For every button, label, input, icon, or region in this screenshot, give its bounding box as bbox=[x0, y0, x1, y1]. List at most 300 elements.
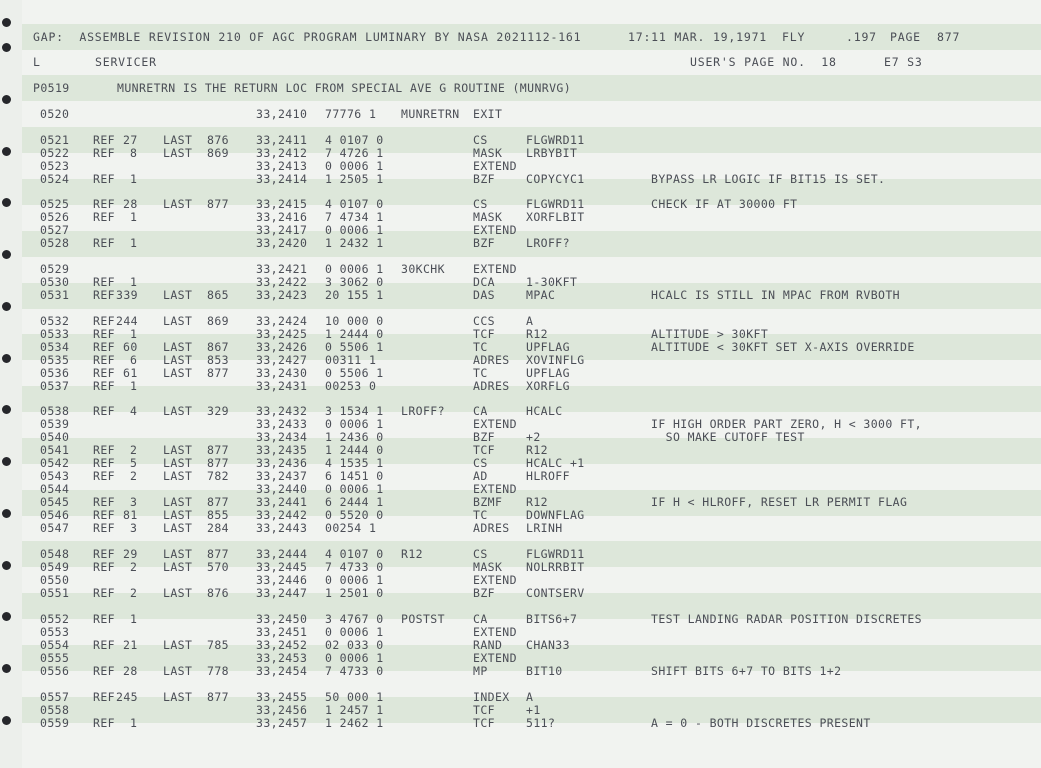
operand: UPFLAG bbox=[526, 366, 570, 380]
opcode: EXTEND bbox=[473, 625, 517, 639]
last-page: 284 bbox=[207, 521, 229, 535]
header-time: 17:11 MAR. 19,1971 bbox=[628, 30, 768, 44]
line-number: 0541 bbox=[40, 443, 70, 457]
line-comment: SO MAKE CUTOFF TEST bbox=[651, 430, 805, 444]
ref-tag: REF bbox=[93, 586, 115, 600]
listing-row bbox=[0, 444, 1041, 457]
header-page-number: 877 bbox=[937, 30, 961, 44]
address: 33,2445 bbox=[256, 560, 308, 574]
opcode: EXTEND bbox=[473, 417, 517, 431]
line-number: 0543 bbox=[40, 469, 70, 483]
operand: R12 bbox=[526, 327, 548, 341]
ref-count: 339 bbox=[116, 288, 138, 302]
address: 33,2415 bbox=[256, 197, 308, 211]
operand: 1-30KFT bbox=[526, 275, 578, 289]
line-number: 0542 bbox=[40, 456, 70, 470]
comment-line-id: P0519 bbox=[33, 81, 70, 95]
symbol-label: POSTST bbox=[401, 612, 445, 626]
operand: XOVINFLG bbox=[526, 353, 585, 367]
listing-row bbox=[0, 289, 1041, 302]
octal-code: 3 4767 0 bbox=[325, 612, 384, 626]
operand: FLGWRD11 bbox=[526, 133, 585, 147]
last-page: 785 bbox=[207, 638, 229, 652]
ref-tag: REF bbox=[93, 146, 115, 160]
operand: BIT10 bbox=[526, 664, 563, 678]
last-tag: LAST bbox=[163, 288, 193, 302]
line-number: 0533 bbox=[40, 327, 70, 341]
opcode: ADRES bbox=[473, 353, 510, 367]
address: 33,2424 bbox=[256, 314, 308, 328]
octal-code: 20 155 1 bbox=[325, 288, 384, 302]
address: 33,2456 bbox=[256, 703, 308, 717]
operand: UPFLAG bbox=[526, 340, 570, 354]
operand: +1 bbox=[526, 703, 541, 717]
operand: A bbox=[526, 690, 534, 704]
last-tag: LAST bbox=[163, 560, 193, 574]
ref-count: 4 bbox=[130, 404, 138, 418]
opcode: EXTEND bbox=[473, 262, 517, 276]
opcode: CS bbox=[473, 456, 488, 470]
opcode: ADRES bbox=[473, 521, 510, 535]
ref-tag: REF bbox=[93, 612, 115, 626]
listing-row bbox=[0, 665, 1041, 678]
header-page-label: PAGE bbox=[890, 30, 921, 44]
ref-count: 1 bbox=[130, 236, 138, 250]
address: 33,2442 bbox=[256, 508, 308, 522]
last-tag: LAST bbox=[163, 638, 193, 652]
octal-code: 0 5506 1 bbox=[325, 366, 384, 380]
line-comment: IF HIGH ORDER PART ZERO, H < 3000 FT, bbox=[651, 417, 922, 431]
subheader-section: SERVICER bbox=[95, 55, 157, 69]
address: 33,2435 bbox=[256, 443, 308, 457]
operand: R12 bbox=[526, 495, 548, 509]
ref-tag: REF bbox=[93, 314, 115, 328]
octal-code: 4 0107 0 bbox=[325, 133, 384, 147]
opcode: AD bbox=[473, 469, 488, 483]
last-page: 877 bbox=[207, 443, 229, 457]
octal-code: 0 0006 1 bbox=[325, 625, 384, 639]
listing-row bbox=[0, 548, 1041, 561]
address: 33,2421 bbox=[256, 262, 308, 276]
ref-tag: REF bbox=[93, 690, 115, 704]
ref-count: 1 bbox=[130, 379, 138, 393]
last-page: 877 bbox=[207, 495, 229, 509]
feed-hole bbox=[2, 18, 11, 27]
last-page: 865 bbox=[207, 288, 229, 302]
opcode: TCF bbox=[473, 703, 495, 717]
listing-row bbox=[0, 496, 1041, 509]
octal-code: 6 2444 1 bbox=[325, 495, 384, 509]
ref-count: 29 bbox=[123, 547, 138, 561]
operand: LRINH bbox=[526, 521, 563, 535]
operand: BITS6+7 bbox=[526, 612, 578, 626]
listing-row bbox=[0, 691, 1041, 704]
opcode: CCS bbox=[473, 314, 495, 328]
ref-count: 81 bbox=[123, 508, 138, 522]
listing-row bbox=[0, 367, 1041, 380]
operand: DOWNFLAG bbox=[526, 508, 585, 522]
octal-code: 00253 0 bbox=[325, 379, 377, 393]
opcode: DCA bbox=[473, 275, 495, 289]
line-number: 0546 bbox=[40, 508, 70, 522]
opcode: INDEX bbox=[473, 690, 510, 704]
octal-code: 0 0006 1 bbox=[325, 223, 384, 237]
line-comment: CHECK IF AT 30000 FT bbox=[651, 197, 798, 211]
address: 33,2450 bbox=[256, 612, 308, 626]
last-page: 853 bbox=[207, 353, 229, 367]
ref-tag: REF bbox=[93, 443, 115, 457]
line-number: 0540 bbox=[40, 430, 70, 444]
listing-row bbox=[0, 626, 1041, 639]
last-page: 877 bbox=[207, 456, 229, 470]
address: 33,2410 bbox=[256, 107, 308, 121]
opcode: EXTEND bbox=[473, 159, 517, 173]
octal-code: 4 0107 0 bbox=[325, 197, 384, 211]
octal-code: 02 033 0 bbox=[325, 638, 384, 652]
address: 33,2416 bbox=[256, 210, 308, 224]
octal-code: 0 0006 1 bbox=[325, 651, 384, 665]
ref-count: 28 bbox=[123, 664, 138, 678]
opcode: EXIT bbox=[473, 107, 503, 121]
listing-row bbox=[0, 315, 1041, 328]
operand: XORFLBIT bbox=[526, 210, 585, 224]
address: 33,2432 bbox=[256, 404, 308, 418]
ref-count: 6 bbox=[130, 353, 138, 367]
ref-count: 1 bbox=[130, 327, 138, 341]
ref-tag: REF bbox=[93, 508, 115, 522]
opcode: CA bbox=[473, 404, 488, 418]
listing-row bbox=[0, 354, 1041, 367]
ref-count: 3 bbox=[130, 521, 138, 535]
opcode: BZF bbox=[473, 586, 495, 600]
opcode: TC bbox=[473, 366, 488, 380]
ref-tag: REF bbox=[93, 456, 115, 470]
last-page: 570 bbox=[207, 560, 229, 574]
ref-count: 60 bbox=[123, 340, 138, 354]
subheader-l: L bbox=[33, 55, 41, 69]
octal-code: 7 4726 1 bbox=[325, 146, 384, 160]
octal-code: 50 000 1 bbox=[325, 690, 384, 704]
line-comment: BYPASS LR LOGIC IF BIT15 IS SET. bbox=[651, 172, 886, 186]
last-page: 877 bbox=[207, 197, 229, 211]
address: 33,2411 bbox=[256, 133, 308, 147]
ref-tag: REF bbox=[93, 288, 115, 302]
octal-code: 4 1535 1 bbox=[325, 456, 384, 470]
ref-count: 1 bbox=[130, 172, 138, 186]
line-number: 0535 bbox=[40, 353, 70, 367]
last-tag: LAST bbox=[163, 547, 193, 561]
line-number: 0559 bbox=[40, 716, 70, 730]
address: 33,2430 bbox=[256, 366, 308, 380]
last-tag: LAST bbox=[163, 495, 193, 509]
octal-code: 3 3062 0 bbox=[325, 275, 384, 289]
octal-code: 0 0006 1 bbox=[325, 417, 384, 431]
octal-code: 77776 1 bbox=[325, 107, 377, 121]
ref-tag: REF bbox=[93, 547, 115, 561]
ref-tag: REF bbox=[93, 340, 115, 354]
symbol-label: LROFF? bbox=[401, 404, 445, 418]
symbol-label: MUNRETRN bbox=[401, 107, 460, 121]
ref-count: 244 bbox=[116, 314, 138, 328]
octal-code: 1 2505 1 bbox=[325, 172, 384, 186]
line-number: 0556 bbox=[40, 664, 70, 678]
octal-code: 0 5506 1 bbox=[325, 340, 384, 354]
line-number: 0544 bbox=[40, 482, 70, 496]
operand: NOLRRBIT bbox=[526, 560, 585, 574]
ref-tag: REF bbox=[93, 521, 115, 535]
line-number: 0557 bbox=[40, 690, 70, 704]
opcode: CS bbox=[473, 133, 488, 147]
address: 33,2412 bbox=[256, 146, 308, 160]
last-page: 877 bbox=[207, 547, 229, 561]
line-number: 0524 bbox=[40, 172, 70, 186]
header-title: GAP: ASSEMBLE REVISION 210 OF AGC PROGRAM LUMINARY BY NASA 2021112-161 bbox=[33, 30, 582, 44]
ref-tag: REF bbox=[93, 366, 115, 380]
comment-line-text: MUNRETRN IS THE RETURN LOC FROM SPECIAL AVE G ROUTINE (MUNRVG) bbox=[117, 81, 572, 95]
line-number: 0555 bbox=[40, 651, 70, 665]
ref-tag: REF bbox=[93, 664, 115, 678]
listing-row bbox=[0, 173, 1041, 186]
octal-code: 4 0107 0 bbox=[325, 547, 384, 561]
octal-code: 1 2444 0 bbox=[325, 327, 384, 341]
octal-code: 00311 1 bbox=[325, 353, 377, 367]
address: 33,2434 bbox=[256, 430, 308, 444]
listing-row bbox=[0, 418, 1041, 431]
operand: FLGWRD11 bbox=[526, 197, 585, 211]
address: 33,2426 bbox=[256, 340, 308, 354]
last-tag: LAST bbox=[163, 146, 193, 160]
last-page: 329 bbox=[207, 404, 229, 418]
last-page: 869 bbox=[207, 314, 229, 328]
comment-line bbox=[0, 82, 1041, 95]
line-number: 0558 bbox=[40, 703, 70, 717]
operand: LRBYBIT bbox=[526, 146, 578, 160]
address: 33,2443 bbox=[256, 521, 308, 535]
ref-count: 3 bbox=[130, 495, 138, 509]
address: 33,2413 bbox=[256, 159, 308, 173]
address: 33,2454 bbox=[256, 664, 308, 678]
line-comment: IF H < HLROFF, RESET LR PERMIT FLAG bbox=[651, 495, 908, 509]
octal-code: 7 4733 0 bbox=[325, 560, 384, 574]
opcode: BZMF bbox=[473, 495, 503, 509]
listing-row bbox=[0, 147, 1041, 160]
ref-tag: REF bbox=[93, 716, 115, 730]
octal-code: 0 0006 1 bbox=[325, 159, 384, 173]
last-tag: LAST bbox=[163, 353, 193, 367]
listing-row bbox=[0, 509, 1041, 522]
subheader-code: E7 S3 bbox=[884, 55, 923, 69]
listing-row bbox=[0, 652, 1041, 665]
opcode: CS bbox=[473, 197, 488, 211]
symbol-label: R12 bbox=[401, 547, 423, 561]
listing-row bbox=[0, 341, 1041, 354]
ref-count: 8 bbox=[130, 146, 138, 160]
address: 33,2427 bbox=[256, 353, 308, 367]
octal-code: 00254 1 bbox=[325, 521, 377, 535]
last-tag: LAST bbox=[163, 469, 193, 483]
line-number: 0534 bbox=[40, 340, 70, 354]
line-number: 0526 bbox=[40, 210, 70, 224]
feed-hole bbox=[2, 250, 11, 259]
octal-code: 1 2444 0 bbox=[325, 443, 384, 457]
ref-tag: REF bbox=[93, 353, 115, 367]
opcode: TCF bbox=[473, 327, 495, 341]
operand: LROFF? bbox=[526, 236, 570, 250]
opcode: ADRES bbox=[473, 379, 510, 393]
operand: HCALC bbox=[526, 404, 563, 418]
octal-code: 7 4734 1 bbox=[325, 210, 384, 224]
ref-count: 1 bbox=[130, 716, 138, 730]
line-number: 0549 bbox=[40, 560, 70, 574]
octal-code: 1 2436 0 bbox=[325, 430, 384, 444]
address: 33,2433 bbox=[256, 417, 308, 431]
opcode: TC bbox=[473, 340, 488, 354]
opcode: MASK bbox=[473, 560, 503, 574]
last-tag: LAST bbox=[163, 366, 193, 380]
ref-count: 2 bbox=[130, 469, 138, 483]
ref-count: 27 bbox=[123, 133, 138, 147]
line-number: 0530 bbox=[40, 275, 70, 289]
address: 33,2440 bbox=[256, 482, 308, 496]
opcode: BZF bbox=[473, 172, 495, 186]
opcode: EXTEND bbox=[473, 223, 517, 237]
listing-row bbox=[0, 237, 1041, 250]
line-number: 0532 bbox=[40, 314, 70, 328]
operand: MPAC bbox=[526, 288, 556, 302]
line-number: 0548 bbox=[40, 547, 70, 561]
address: 33,2431 bbox=[256, 379, 308, 393]
ref-tag: REF bbox=[93, 172, 115, 186]
last-tag: LAST bbox=[163, 404, 193, 418]
listing-subheader bbox=[0, 56, 1041, 69]
octal-code: 10 000 0 bbox=[325, 314, 384, 328]
listing-row bbox=[0, 211, 1041, 224]
operand: +2 bbox=[526, 430, 541, 444]
subheader-users-page: USER'S PAGE NO. 18 bbox=[690, 55, 837, 69]
ref-count: 28 bbox=[123, 197, 138, 211]
line-number: 0529 bbox=[40, 262, 70, 276]
octal-code: 7 4733 0 bbox=[325, 664, 384, 678]
ref-tag: REF bbox=[93, 560, 115, 574]
header-fly: FLY bbox=[782, 30, 806, 44]
listing-row bbox=[0, 134, 1041, 147]
address: 33,2417 bbox=[256, 223, 308, 237]
octal-code: 0 5520 0 bbox=[325, 508, 384, 522]
ref-tag: REF bbox=[93, 327, 115, 341]
ref-tag: REF bbox=[93, 236, 115, 250]
address: 33,2437 bbox=[256, 469, 308, 483]
line-number: 0527 bbox=[40, 223, 70, 237]
opcode: BZF bbox=[473, 430, 495, 444]
operand: R12 bbox=[526, 443, 548, 457]
line-number: 0531 bbox=[40, 288, 70, 302]
listing-row bbox=[0, 587, 1041, 600]
listing-row bbox=[0, 574, 1041, 587]
symbol-label: 30KCHK bbox=[401, 262, 445, 276]
listing-row bbox=[0, 613, 1041, 626]
line-comment: ALTITUDE > 30KFT bbox=[651, 327, 769, 341]
last-tag: LAST bbox=[163, 443, 193, 457]
address: 33,2455 bbox=[256, 690, 308, 704]
operand: CHAN33 bbox=[526, 638, 570, 652]
operand: XORFLG bbox=[526, 379, 570, 393]
listing-row bbox=[0, 561, 1041, 574]
opcode: MASK bbox=[473, 146, 503, 160]
opcode: EXTEND bbox=[473, 482, 517, 496]
operand: HLROFF bbox=[526, 469, 570, 483]
line-number: 0520 bbox=[40, 107, 70, 121]
address: 33,2425 bbox=[256, 327, 308, 341]
listing-row bbox=[0, 108, 1041, 121]
last-tag: LAST bbox=[163, 314, 193, 328]
ref-tag: REF bbox=[93, 275, 115, 289]
opcode: MP bbox=[473, 664, 488, 678]
ref-count: 1 bbox=[130, 275, 138, 289]
octal-code: 0 0006 1 bbox=[325, 573, 384, 587]
line-number: 0537 bbox=[40, 379, 70, 393]
last-tag: LAST bbox=[163, 586, 193, 600]
opcode: TCF bbox=[473, 716, 495, 730]
listing-row bbox=[0, 457, 1041, 470]
ref-count: 5 bbox=[130, 456, 138, 470]
opcode: CS bbox=[473, 547, 488, 561]
ref-count: 2 bbox=[130, 586, 138, 600]
last-tag: LAST bbox=[163, 690, 193, 704]
last-tag: LAST bbox=[163, 508, 193, 522]
operand: CONTSERV bbox=[526, 586, 585, 600]
line-number: 0545 bbox=[40, 495, 70, 509]
last-page: 877 bbox=[207, 690, 229, 704]
listing-row bbox=[0, 263, 1041, 276]
ref-tag: REF bbox=[93, 638, 115, 652]
last-tag: LAST bbox=[163, 340, 193, 354]
line-number: 0547 bbox=[40, 521, 70, 535]
last-page: 869 bbox=[207, 146, 229, 160]
listing-row bbox=[0, 704, 1041, 717]
address: 33,2441 bbox=[256, 495, 308, 509]
line-number: 0523 bbox=[40, 159, 70, 173]
line-number: 0539 bbox=[40, 417, 70, 431]
ref-tag: REF bbox=[93, 495, 115, 509]
ref-tag: REF bbox=[93, 210, 115, 224]
last-page: 855 bbox=[207, 508, 229, 522]
listing-row bbox=[0, 639, 1041, 652]
line-comment: HCALC IS STILL IN MPAC FROM RVBOTH bbox=[651, 288, 901, 302]
listing-row bbox=[0, 431, 1041, 444]
line-number: 0525 bbox=[40, 197, 70, 211]
line-number: 0550 bbox=[40, 573, 70, 587]
last-page: 876 bbox=[207, 586, 229, 600]
line-number: 0553 bbox=[40, 625, 70, 639]
operand: A bbox=[526, 314, 534, 328]
octal-code: 6 1451 0 bbox=[325, 469, 384, 483]
line-number: 0536 bbox=[40, 366, 70, 380]
opcode: TC bbox=[473, 508, 488, 522]
address: 33,2423 bbox=[256, 288, 308, 302]
last-page: 778 bbox=[207, 664, 229, 678]
opcode: CA bbox=[473, 612, 488, 626]
line-comment: ALTITUDE < 30KFT SET X-AXIS OVERRIDE bbox=[651, 340, 915, 354]
opcode: MASK bbox=[473, 210, 503, 224]
octal-code: 0 0006 1 bbox=[325, 482, 384, 496]
header-counter: .197 bbox=[846, 30, 877, 44]
address: 33,2453 bbox=[256, 651, 308, 665]
opcode: RAND bbox=[473, 638, 503, 652]
ref-count: 1 bbox=[130, 210, 138, 224]
octal-code: 3 1534 1 bbox=[325, 404, 384, 418]
line-comment: SHIFT BITS 6+7 TO BITS 1+2 bbox=[651, 664, 842, 678]
octal-code: 1 2432 1 bbox=[325, 236, 384, 250]
